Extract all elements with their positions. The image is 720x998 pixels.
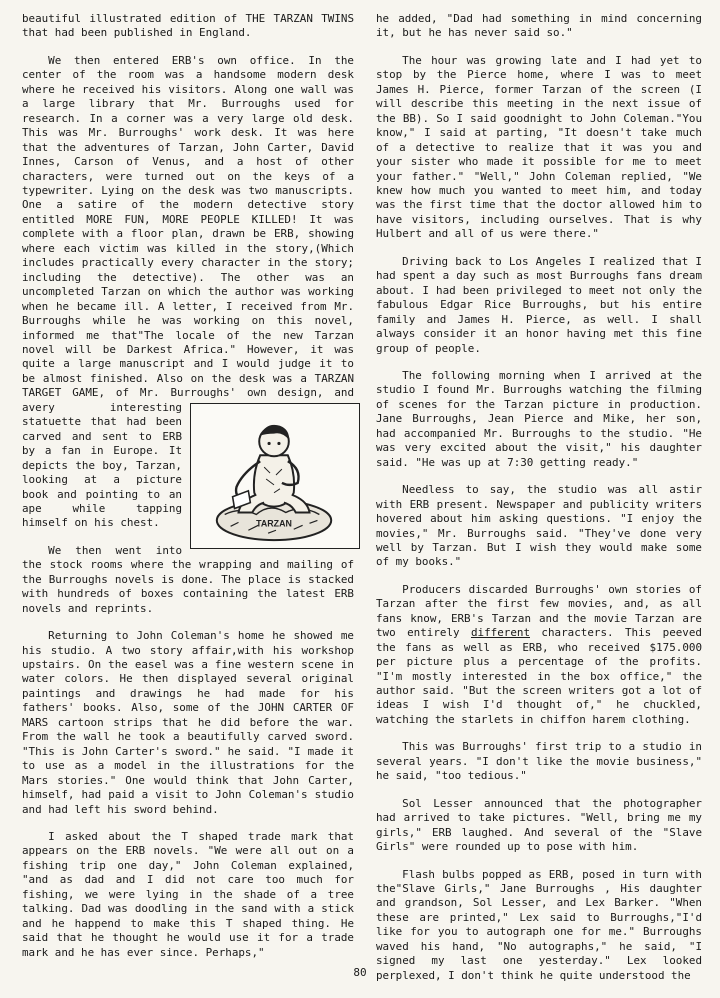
paragraph bbox=[22, 54, 354, 531]
paragraph: This was Burroughs' first trip to a studio in several years. "I don't like the movie business," he said, "too tedious." bbox=[376, 740, 702, 783]
paragraph: Returning to John Coleman's home he showed me his studio. A two story affair,with his workshop upstairs. On the easel was a fine western scene in water colors. He then displayed several original paintings and drawings he had made for his fathers' books. Also, some of the JOHN CARTER OF MARS cartoon strips that he did before the war. From the wall he took a beautifully carved sword. "This is John Carter's sword." he said. "I made it to use as a model in the illustrations for the Mars stories." One would think that John Carter, himself, had paid a visit to John Coleman's studio and had left his sword behind. bbox=[22, 629, 354, 816]
statuette-illustration bbox=[190, 403, 360, 549]
paragraph-text: Producers discarded Burroughs' own stories of Tarzan after the first few movies, and, as all fans know, ERB's Tarzan and the movie Tarzan are two entirely bbox=[376, 582, 702, 640]
paragraph-text: very interesting statuette that had been carved and sent to ERB by a fan in Europe. It depicts the boy, Tarzan, looking at a picture book and pointing to an ape while tapping himself on his chest. bbox=[22, 400, 182, 530]
paragraph: Sol Lesser announced that the photographer had arrived to take pictures. "Well, bring me my girls," ERB laughed. And several of the "Slave Girls" were rounded up to pose with him. bbox=[376, 796, 702, 854]
paragraph: beautiful illustrated edition of THE TARZAN TWINS that had been published in England. bbox=[22, 12, 354, 40]
paragraph: The following morning when I arrived at the studio I found Mr. Burroughs watching the filming of scenes for the Tarzan picture in production. Jane Burroughs, Jean Pierce and Mike, her son, had accompanied Mr. Burroughs to the studio. "He was very excited about the visit," his daughter said. "He was up at 7:30 getting ready." bbox=[376, 368, 702, 469]
paragraph: Needless to say, the studio was all astir with ERB present. Newspaper and publicity writers hovered about him asking questions. "I enjoy the movies," Mr. Burroughs said. "They've done very well by Tarzan. But I wish they would make some of my books." bbox=[376, 483, 702, 569]
statuette-base-label: TARZAN bbox=[256, 518, 292, 529]
statuette-icon bbox=[191, 404, 359, 548]
underlined-word: different bbox=[470, 626, 530, 640]
paragraph bbox=[376, 583, 702, 728]
paragraph: I asked about the T shaped trade mark that appears on the ERB novels. "We were all out on a fishing trip one day," John Coleman explained, "and as dad and I did not care too much for fishing, we were lying in the shade of a tree talking. Dad was doodling in the sand with a stick and he happend to make this T shaped thing. He said that he thought he would use it for a trade mark and he has ever since. Perhaps," bbox=[22, 830, 354, 959]
paragraph: Flash bulbs popped as ERB, posed in turn with the"Slave Girls," Jane Burroughs , His daughter and grandson, Sol Lesser, and Lex Barker. "When these are printed," Lex said to Burroughs,"I'd like for you to autograph one for me." Burroughs waved his hand, "No autographs," he said, "I signed my last one yesterday." Lex looked perplexed, I don't think he quite understood the bbox=[376, 867, 702, 982]
paragraph-text: characters. This peeved the fans as well as ERB, who received $175.000 per picture plus a percentage of the profits. "I'm mostly interested in the box office," the author said. "But the screen writers got a lot of ideas I wish I'd thought of," he chuckled, watching the starlets in chiffon harem clothing. bbox=[376, 626, 702, 726]
left-column bbox=[22, 12, 354, 973]
paragraph: Driving back to Los Angeles I realized that I had spent a day such as most Burroughs fans dream about. I had been privileged to meet not only the fabulous Edgar Rice Burroughs, but his entire family and James H. Pierce, as well. I shall always consider it an honor having met this fine group of people. bbox=[376, 254, 702, 355]
paragraph: We then went into the stock rooms where the wrapping and mailing of the Burroughs novels is done. The place is stacked with hundreds of boxes containing the latest ERB novels and reprints. bbox=[22, 543, 354, 615]
paragraph: he added, "Dad had something in mind concerning it, but he has never said so." bbox=[376, 12, 702, 40]
paragraph-text: We then entered ERB's own office. In the center of the room was a handsome modern desk where he received his visitors. Along one wall was a large library that Mr. Burroughs used for research. In a corner was a very large old desk. This was Mr. Burroughs' work desk. It was here that the adventures of Tarzan, John Carter, David Innes, Carson of Venus, and a host of other characters, were turned out on the keys of a typewriter. Lying on the desk was two manuscripts. One a satire of the modern detective story entitled MORE FUN, MORE PEOPLE KILLED! It was complete with a floor plan, drawn be ERB, showing where each victim was killed in the story,(Which includes practically every character in the story; including the detective). The other was an uncompleted Tarzan on which the author was working when he became ill. A letter, I received from Mr. Burroughs while he was working on this novel, informed me that"The locale of the new Tarzan novel will be Darkest Africa." However, it was quite a large manuscript and I would judge it to be almost finished. Also on the desk was a TARZAN TARGET GAME, of Mr. Burroughs' own design, and a bbox=[22, 53, 354, 414]
page-number: 80 bbox=[353, 966, 367, 979]
paragraph: The hour was growing late and I had yet to stop by the Pierce home, where I was to meet James H. Pierce, former Tarzan of the screen (I will describe this meeting in the next issue of the BB). So I said goodnight to John Coleman."You know," I said at parting, "It doesn't take much of a detective to realize that it was you and your sister who made it possible for me to meet your father." "Well," John Coleman replied, "We knew how much you wanted to meet him, and today was the first time that the doctor allowed him to have visitors, including ourselves. That is why Hulbert and all of us were there." bbox=[376, 53, 702, 241]
right-column bbox=[376, 12, 702, 996]
